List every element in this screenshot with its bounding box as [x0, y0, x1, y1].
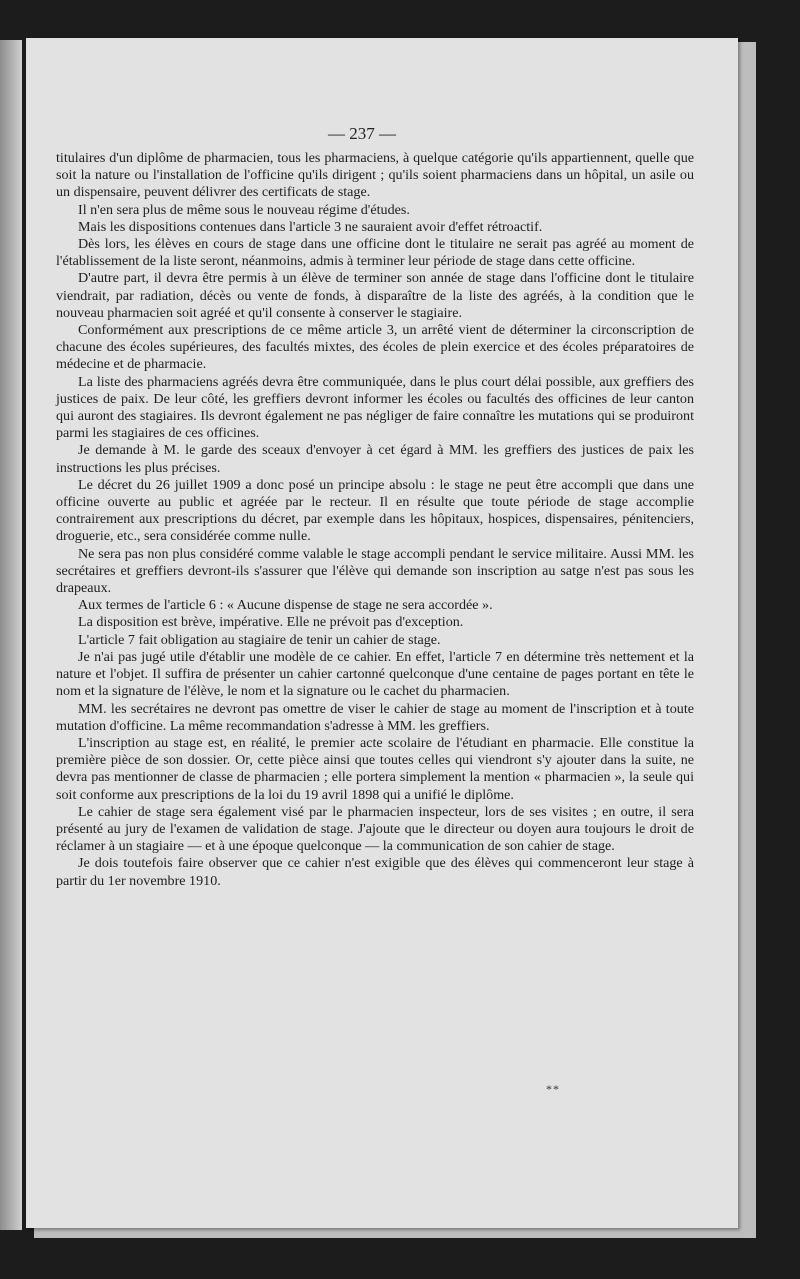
section-ornament: **: [546, 1082, 560, 1096]
paragraph-14: Je n'ai pas jugé utile d'établir une modèle de ce cahier. En effet, l'article 7 en détermine très nettement et la nature et l'objet. Il suffira de présenter un cahier cartonné quelconque d'une centaine de pages portant en tête le nom et la signature de l'élève, le nom et la signature ou le cachet du pharmacien.: [56, 648, 694, 700]
paragraph-7: La liste des pharmaciens agréés devra être communiquée, dans le plus court délai possible, aux greffiers des justices de paix. De leur côté, les greffiers devront informer les écoles ou facultés des officines de leur canton qui auront des stagiaires. Ils devront également ne pas négliger de faire connaître les mutations qui se produiront parmi les stagiaires de ces officines.: [56, 373, 694, 442]
paragraph-8: Je demande à M. le garde des sceaux d'envoyer à cet égard à MM. les greffiers des justices de paix les instructions les plus précises.: [56, 442, 694, 476]
body-text: [56, 150, 694, 890]
paragraph-13: L'article 7 fait obligation au stagiaire de tenir un cahier de stage.: [78, 631, 441, 648]
paragraph-18: Je dois toutefois faire observer que ce cahier n'est exigible que des élèves qui commenceront leur stage à partir du 1er novembre 1910.: [56, 855, 694, 889]
paragraph-6: Conformément aux prescriptions de ce même article 3, un arrêté vient de déterminer la circonscription de chacune des écoles supérieures, des facultés mixtes, des écoles de plein exercice et des écoles préparatoires de médecine et de pharmacie.: [56, 322, 694, 373]
page-number: — 237 —: [328, 124, 396, 143]
paragraph-9: Le décret du 26 juillet 1909 a donc posé un principe absolu : le stage ne peut être accompli que dans une officine ouverte au public et agréée par le recteur. Il en résulte que toute période de stage accomplie contrairement aux prescriptions du décret, par exemple dans les hôpitaux, hospices, dispensaires, pénitenciers, droguerie, etc., sera considérée comme nulle.: [56, 476, 694, 545]
paragraph-17: Le cahier de stage sera également visé par le pharmacien inspecteur, lors de ses visites ; en outre, il sera présenté au jury de l'examen de validation de stage. J'ajoute que le directeur ou doyen aura toujours le droit de réclamer à un stagiaire — et à une époque quelconque — la communication de son cahier de stage.: [56, 803, 694, 855]
paragraph-5: D'autre part, il devra être permis à un élève de terminer son année de stage dans l'officine dont le titulaire viendrait, par radiation, décès ou vente de fonds, à disparaître de la liste des agréés, à la condition que le nouveau pharmacien soit agréé et qu'il consente à conserver le stagiaire.: [56, 270, 694, 321]
paragraph-16: L'inscription au stage est, en réalité, le premier acte scolaire de l'étudiant en pharmacie. Elle constitue la première pièce de son dossier. Or, cette pièce ainsi que toutes celles qui viendront s'y ajouter dans la suite, ne devra pas mentionner de classe de pharmacien ; elle portera simplement la mention « pharmacien », la seule qui soit conforme aux prescriptions de la loi du 19 avril 1898 qui a unifié le diplôme.: [56, 734, 694, 803]
paragraph-10: Ne sera pas non plus considéré comme valable le stage accompli pendant le service militaire. Aussi MM. les secrétaires et greffiers devront-ils s'assurer que l'élève qui demande son inscription au satge n'est pas sous les drapeaux.: [56, 545, 694, 597]
paragraph-2: Il n'en sera plus de même sous le nouveau régime d'études.: [78, 201, 410, 218]
paragraph-12: La disposition est brève, impérative. Elle ne prévoit pas d'exception.: [78, 614, 464, 631]
paragraph-1: titulaires d'un diplôme de pharmacien, tous les pharmaciens, à quelque catégorie qu'ils appartiennent, quelle que soit la nature ou l'installation de l'officine qu'ils dirigent ; qu'ils soient pharmaciens dans un hôpital, un asile ou un dispensaire, peuvent délivrer des certificats de stage.: [56, 150, 694, 201]
paragraph-15: MM. les secrétaires ne devront pas omettre de viser le cahier de stage au moment de l'inscription et à toute mutation d'officine. La même recommandation s'adresse à MM. les greffiers.: [56, 700, 694, 734]
paragraph-11: Aux termes de l'article 6 : « Aucune dispense de stage ne sera accordée ».: [78, 597, 493, 614]
paragraph-4: Dès lors, les élèves en cours de stage dans une officine dont le titulaire ne serait pas agréé au moment de l'établissement de la liste seront, néanmoins, admis à terminer leur période de stage dans cette officine.: [56, 236, 694, 270]
left-page-edge: [0, 40, 22, 1230]
document-page: [26, 38, 738, 1228]
paragraph-3: Mais les dispositions contenues dans l'article 3 ne sauraient avoir d'effet rétroactif.: [78, 218, 543, 235]
